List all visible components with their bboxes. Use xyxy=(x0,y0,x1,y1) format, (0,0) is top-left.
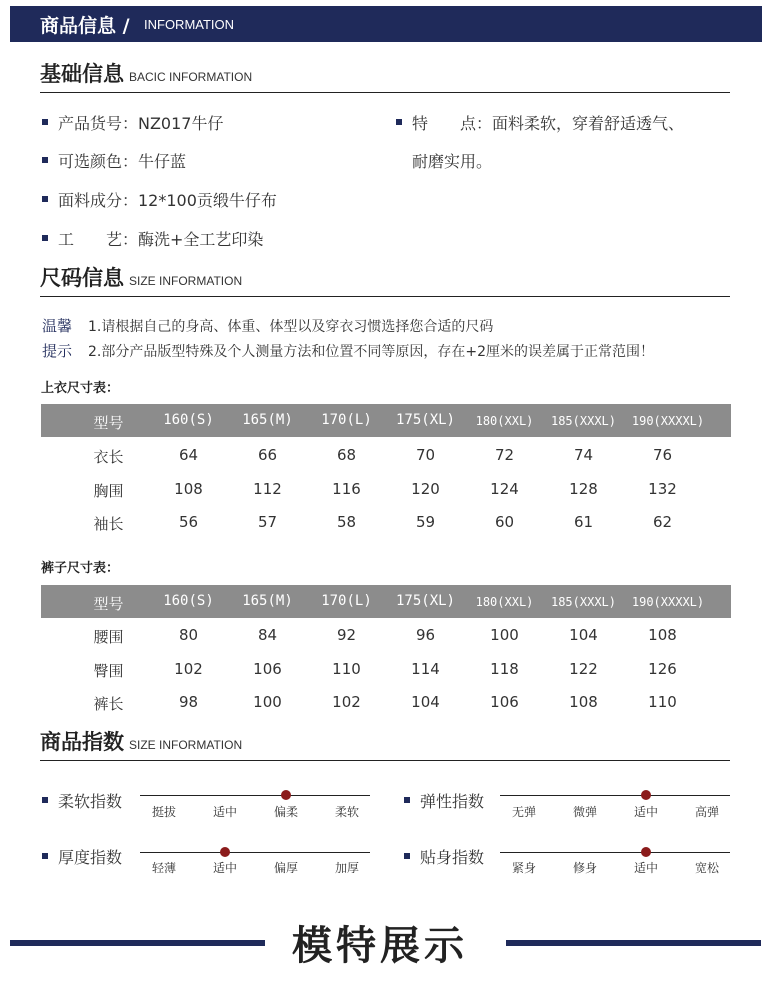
scale-line xyxy=(500,852,730,853)
index-label-softness: 柔软指数 xyxy=(58,792,123,811)
bullet-icon xyxy=(404,797,410,803)
table-cell: 腰围 xyxy=(93,628,124,646)
index-label-fit: 贴身指数 xyxy=(420,848,485,867)
bullet-icon xyxy=(396,119,402,125)
pants-table-header xyxy=(41,585,731,618)
table-cell: 59 xyxy=(415,513,436,531)
basic-divider xyxy=(40,92,730,93)
table-row xyxy=(41,660,731,682)
table-cell: 57 xyxy=(257,513,278,531)
table-row xyxy=(41,446,731,468)
scale-option: 轻薄 xyxy=(151,861,176,875)
index-label-thickness: 厚度指数 xyxy=(58,848,123,867)
basic-section-heading xyxy=(40,58,252,90)
table-cell: 124 xyxy=(490,480,519,498)
table-cell: 102 xyxy=(332,693,361,711)
table-cell: 108 xyxy=(569,693,598,711)
size-divider xyxy=(40,296,730,297)
size-section-heading xyxy=(40,262,242,294)
info-item-sku: 产品货号：NZ017牛仔 xyxy=(58,114,224,133)
table-cell: 袖长 xyxy=(93,515,124,533)
table-header-cell: 175(XL) xyxy=(395,593,455,609)
table-cell: 56 xyxy=(178,513,199,531)
scale-option: 宽松 xyxy=(694,861,719,875)
info-item-feature: 特 点：面料柔软，穿着舒适透气、 xyxy=(412,114,685,133)
bullet-icon xyxy=(42,797,48,803)
table-header-cell: 165(M) xyxy=(242,593,293,609)
table-cell: 70 xyxy=(415,446,436,464)
table-cell: 128 xyxy=(569,480,598,498)
scale-option: 挺拔 xyxy=(151,805,176,819)
scale-option: 微弹 xyxy=(572,805,597,819)
scale-option: 紧身 xyxy=(511,861,536,875)
table-header-cell: 190(XXXXL) xyxy=(631,414,705,428)
table-cell: 92 xyxy=(336,626,357,644)
table-cell: 120 xyxy=(411,480,440,498)
table-cell: 116 xyxy=(332,480,361,498)
scale-option: 偏厚 xyxy=(273,861,298,875)
index-label-elasticity: 弹性指数 xyxy=(420,792,485,811)
table-header-cell: 180(XXL) xyxy=(475,414,534,428)
scale-selected-dot xyxy=(220,847,230,857)
table-cell: 108 xyxy=(174,480,203,498)
footer-title: 模特展示 xyxy=(292,923,468,969)
table-cell: 74 xyxy=(573,446,594,464)
scale-option: 适中 xyxy=(633,861,658,875)
table-row xyxy=(41,513,731,535)
table-cell: 84 xyxy=(257,626,278,644)
table-cell: 68 xyxy=(336,446,357,464)
table-row xyxy=(41,693,731,715)
table-cell: 114 xyxy=(411,660,440,678)
top-table-header xyxy=(41,404,731,437)
tip-text-2: 2.部分产品版型特殊及个人测量方法和位置不同等原因，存在+2厘米的误差属于正常范围！ xyxy=(88,344,654,360)
table-header-cell: 160(S) xyxy=(163,412,214,428)
scale-selected-dot xyxy=(281,790,291,800)
table-cell: 106 xyxy=(253,660,282,678)
scale-option: 无弹 xyxy=(511,805,536,819)
table-cell: 132 xyxy=(648,480,677,498)
info-item-fabric: 面料成分：12*100贡缎牛仔布 xyxy=(58,191,277,210)
top-table-title: 上衣尺寸表： xyxy=(41,381,120,396)
bullet-icon xyxy=(42,235,48,241)
bullet-icon xyxy=(42,157,48,163)
info-item-process: 工 艺：酶洗+全工艺印染 xyxy=(58,230,264,249)
bullet-icon xyxy=(42,119,48,125)
table-cell: 58 xyxy=(336,513,357,531)
bullet-icon xyxy=(42,853,48,859)
footer-bar-right xyxy=(506,940,761,946)
table-cell: 臀围 xyxy=(93,662,124,680)
info-item-feature-cont: 耐磨实用。 xyxy=(412,152,493,171)
table-cell: 104 xyxy=(569,626,598,644)
table-cell: 62 xyxy=(652,513,673,531)
tip-label: 提示 xyxy=(42,342,73,360)
scale-selected-dot xyxy=(641,847,651,857)
table-header-cell: 185(XXXL) xyxy=(550,595,617,609)
table-header-cell: 165(M) xyxy=(242,412,293,428)
pants-table-title: 裤子尺寸表： xyxy=(41,561,120,576)
table-cell: 61 xyxy=(573,513,594,531)
index-divider xyxy=(40,760,730,761)
table-cell: 64 xyxy=(178,446,199,464)
table-cell: 66 xyxy=(257,446,278,464)
scale-option: 加厚 xyxy=(334,861,359,875)
table-header-cell: 170(L) xyxy=(321,412,372,428)
table-cell: 126 xyxy=(648,660,677,678)
table-cell: 122 xyxy=(569,660,598,678)
table-cell: 106 xyxy=(490,693,519,711)
table-cell: 118 xyxy=(490,660,519,678)
table-header-cell: 型号 xyxy=(93,595,124,613)
table-cell: 112 xyxy=(253,480,282,498)
top-table-body xyxy=(41,446,731,546)
table-cell: 104 xyxy=(411,693,440,711)
table-header-cell: 185(XXXL) xyxy=(550,414,617,428)
tip-label: 温馨 xyxy=(42,317,73,335)
table-header-cell: 型号 xyxy=(93,414,124,432)
table-cell: 76 xyxy=(652,446,673,464)
table-cell: 60 xyxy=(494,513,515,531)
scale-option: 柔软 xyxy=(334,805,359,819)
table-cell: 110 xyxy=(648,693,677,711)
scale-option: 高弹 xyxy=(694,805,719,819)
table-row xyxy=(41,626,731,648)
table-header-cell: 170(L) xyxy=(321,593,372,609)
footer-bar-left xyxy=(10,940,265,946)
table-cell: 100 xyxy=(490,626,519,644)
index-title-en: SIZE INFORMATION xyxy=(129,738,243,752)
size-title-en: SIZE INFORMATION xyxy=(129,274,243,288)
table-header-cell: 190(XXXXL) xyxy=(631,595,705,609)
size-title: 尺码信息 xyxy=(40,266,124,290)
bullet-icon xyxy=(42,196,48,202)
header-subtitle: INFORMATION xyxy=(144,17,235,32)
table-cell: 80 xyxy=(178,626,199,644)
table-header-cell: 160(S) xyxy=(163,593,214,609)
table-cell: 裤长 xyxy=(93,695,124,713)
table-header-cell: 175(XL) xyxy=(395,412,455,428)
basic-title: 基础信息 xyxy=(40,62,124,86)
table-cell: 72 xyxy=(494,446,515,464)
scale-option: 适中 xyxy=(633,805,658,819)
header-title: 商品信息 / xyxy=(40,15,130,37)
basic-title-en: BACIC INFORMATION xyxy=(129,70,253,84)
table-cell: 108 xyxy=(648,626,677,644)
header-bar xyxy=(10,6,762,42)
scale-option: 修身 xyxy=(572,861,597,875)
scale-option: 适中 xyxy=(212,861,237,875)
table-cell: 96 xyxy=(415,626,436,644)
table-row xyxy=(41,480,731,502)
table-cell: 胸围 xyxy=(93,482,124,500)
scale-option: 适中 xyxy=(212,805,237,819)
table-cell: 衣长 xyxy=(93,448,124,466)
scale-selected-dot xyxy=(641,790,651,800)
table-header-cell: 180(XXL) xyxy=(475,595,534,609)
tip-text-1: 1.请根据自己的身高、体重、体型以及穿衣习惯选择您合适的尺码 xyxy=(88,319,494,335)
scale-line xyxy=(140,852,370,853)
table-cell: 102 xyxy=(174,660,203,678)
scale-line xyxy=(140,795,370,796)
table-cell: 98 xyxy=(178,693,199,711)
scale-line xyxy=(500,795,730,796)
index-section-heading xyxy=(40,726,242,758)
info-item-color: 可选颜色：牛仔蓝 xyxy=(58,152,187,171)
pants-table-body xyxy=(41,626,731,726)
table-cell: 100 xyxy=(253,693,282,711)
index-title: 商品指数 xyxy=(40,730,124,754)
table-cell: 110 xyxy=(332,660,361,678)
bullet-icon xyxy=(404,853,410,859)
scale-option: 偏柔 xyxy=(273,805,298,819)
